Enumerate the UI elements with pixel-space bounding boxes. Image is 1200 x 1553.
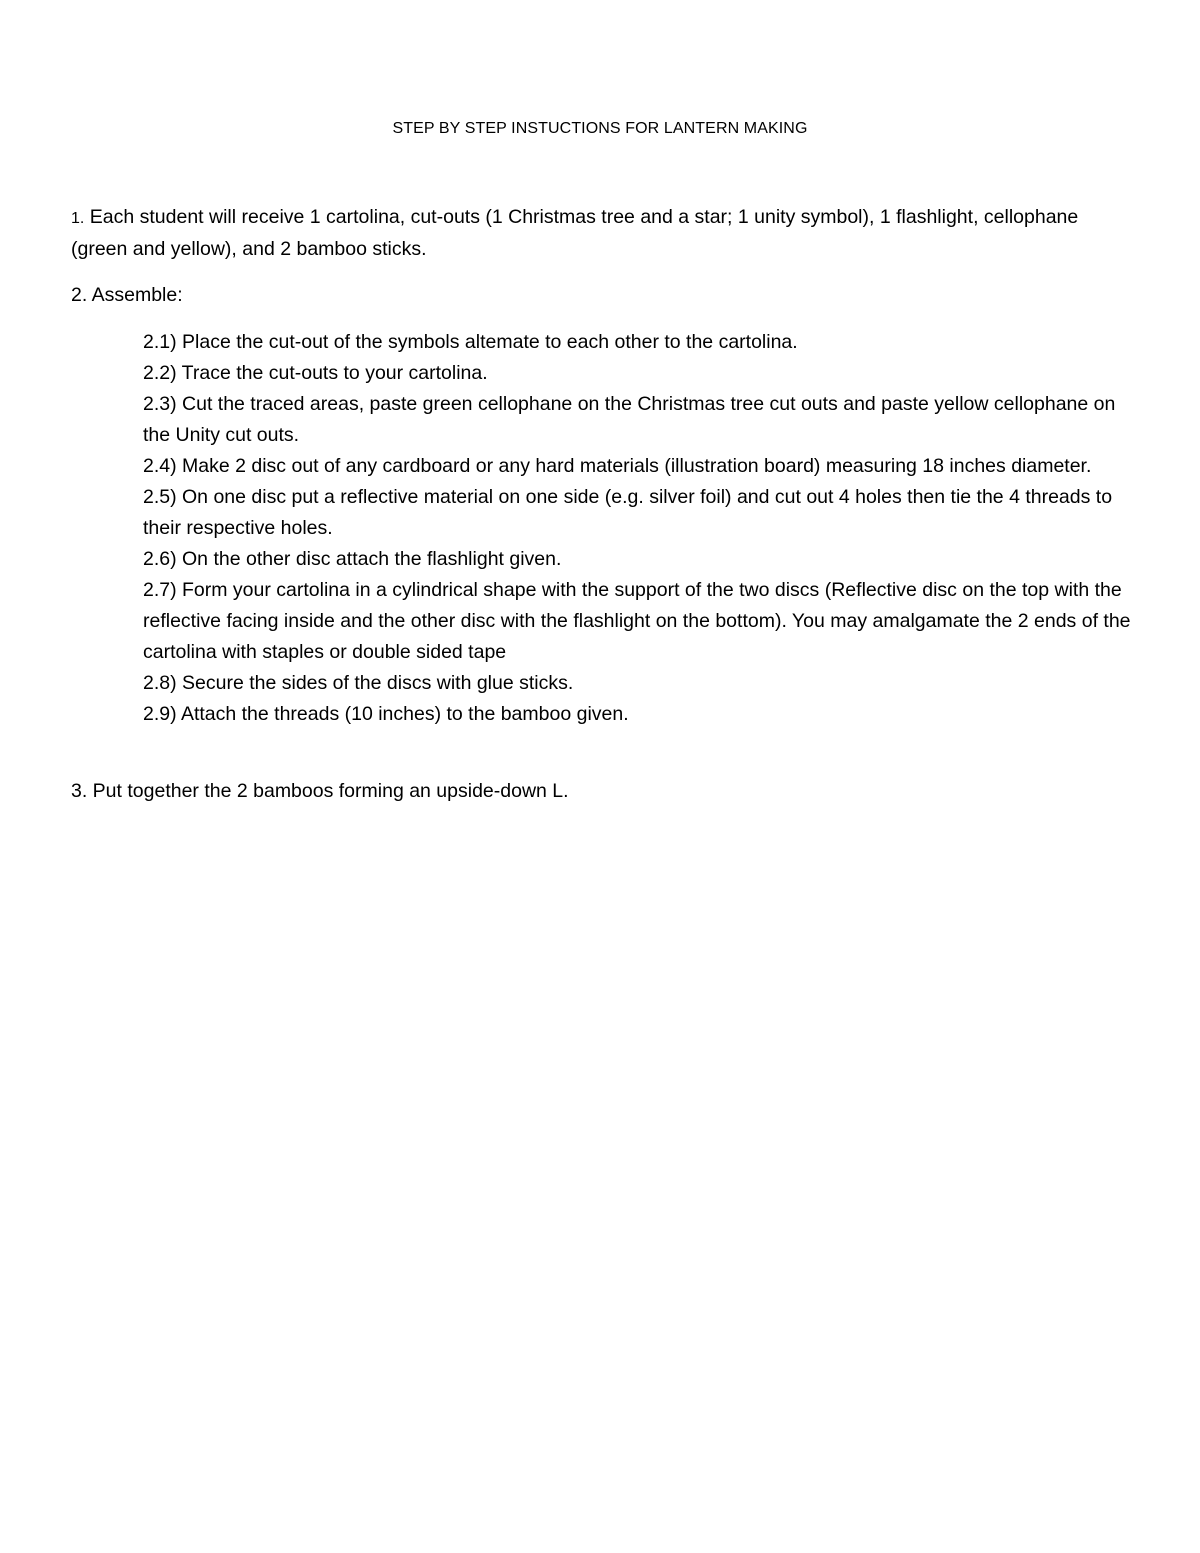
step-1-text: Each student will receive 1 cartolina, cut-outs (1 Christmas tree and a star; 1 unity symbol), 1 flashlight, cellophane (green and yellow), and 2 bamboo sticks. [71, 206, 1079, 260]
step-2-label: 2. Assemble: [71, 284, 183, 306]
substep-2-2: 2.2) Trace the cut-outs to your cartolina. [143, 362, 488, 384]
step-3: 3. Put together the 2 bamboos forming an upside-down L. [71, 780, 569, 802]
step-1-number: 1. [71, 210, 85, 227]
substep-2-6: 2.6) On the other disc attach the flashlight given. [143, 548, 562, 570]
substep-2-3: 2.3) Cut the traced areas, paste green cellophane on the Christmas tree cut outs and paste yellow cellophane on the Unity cut outs. [143, 393, 1116, 446]
step-2-substeps [143, 327, 1133, 730]
substep-2-5: 2.5) On one disc put a reflective material on one side (e.g. silver foil) and cut out 4 holes then tie the 4 threads to their respective holes. [143, 486, 1113, 539]
step-1 [71, 202, 1131, 265]
substep-2-1: 2.1) Place the cut-out of the symbols altemate to each other to the cartolina. [143, 331, 798, 353]
substep-2-9: 2.9) Attach the threads (10 inches) to the bamboo given. [143, 703, 629, 725]
substep-2-7: 2.7) Form your cartolina in a cylindrical shape with the support of the two discs (Reflective disc on the top with the reflective facing inside and the other disc with the flashlight on the bottom). You may amalgamate the 2 ends of the cartolina with staples or double sided tape [143, 579, 1131, 663]
substep-2-8: 2.8) Secure the sides of the discs with glue sticks. [143, 672, 574, 694]
substep-2-4: 2.4) Make 2 disc out of any cardboard or any hard materials (illustration board) measuring 18 inches diameter. [143, 455, 1092, 477]
document-title: STEP BY STEP INSTUCTIONS FOR LANTERN MAKING [392, 120, 808, 137]
